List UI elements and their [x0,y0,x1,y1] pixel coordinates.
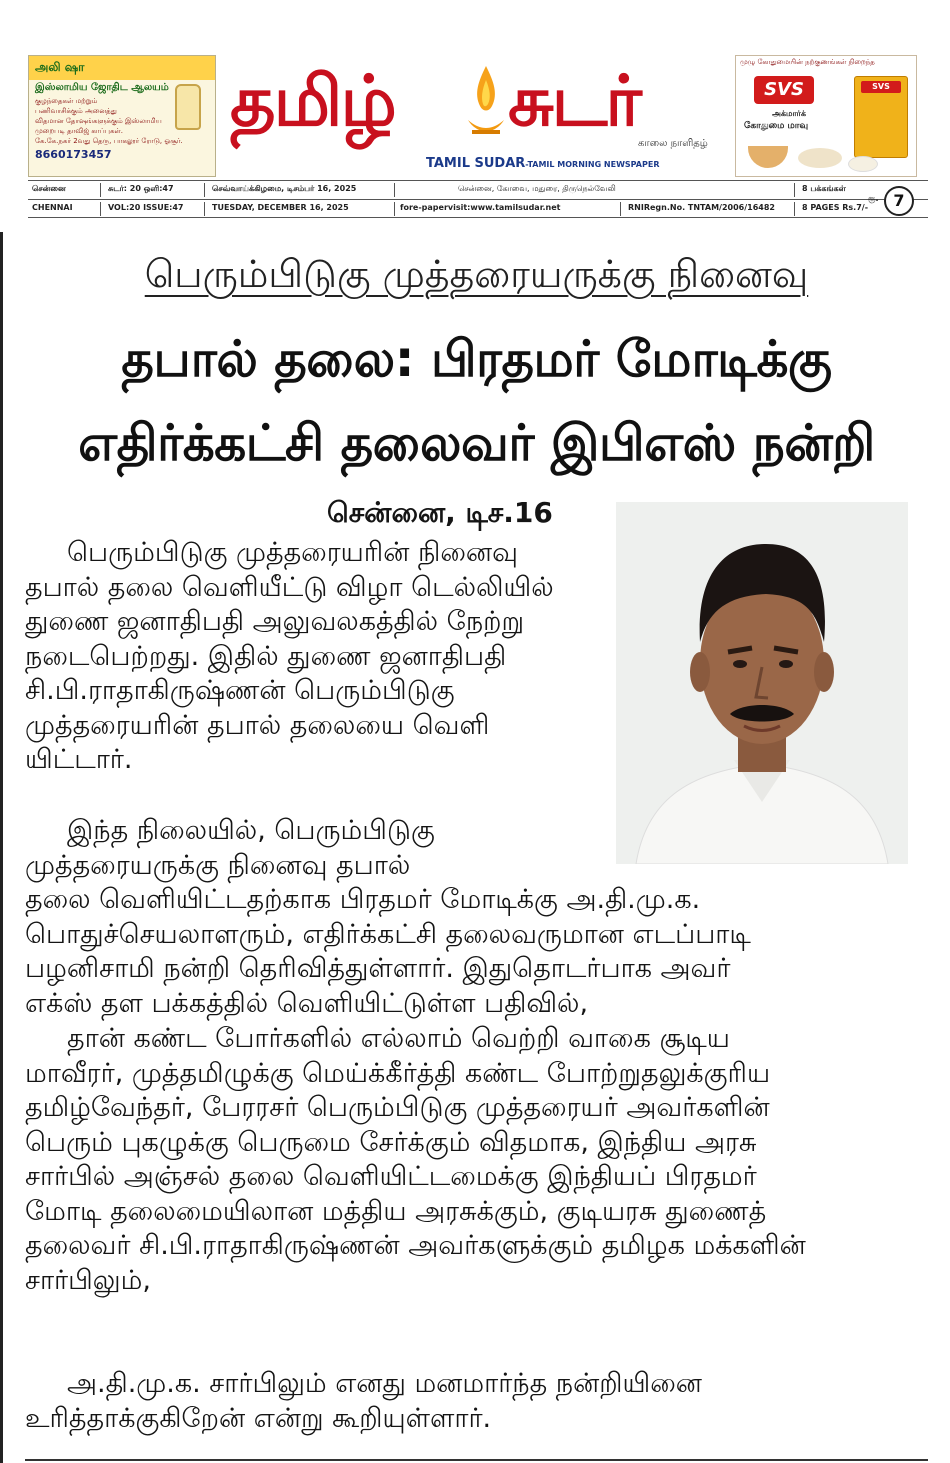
logo-word-sudar: சுடர் [508,60,640,142]
flour-pack-image [854,76,908,158]
logo-word-tamil: தமிழ் [230,60,395,142]
paragraph-line: சார்பிலும், [25,1264,151,1296]
paragraph-line: முத்தரையரின் தபால் தலையை வெளி [25,709,490,741]
bottom-rule [25,1459,928,1461]
ad-svs-product [744,108,834,132]
paragraph-2-wide [25,883,925,1021]
paragraph-line: மாவீரர், முத்தமிழுக்கு மெய்க்கீர்த்தி கண்ட போற்றுதலுக்குரிய [25,1057,771,1089]
paragraph-line: அ.தி.மு.க. சார்பிலும் எனது மனமார்ந்த நன்றியினை [67,1368,702,1399]
divider [394,202,395,216]
paragraph-line: தலை வெளியிட்டதற்காக பிரதமர் மோடிக்கு அ.தி.மு.க. [25,884,701,915]
divider [794,202,795,216]
paragraph-line: யிட்டார். [25,744,133,775]
ad-astrology-subtitle: இஸ்லாமிய ஜோதிட ஆலயம் [35,82,169,93]
ad-svs-topline: முழு கோதுமையின் நற்குணங்கள் நிறைந்த [740,58,875,66]
ad-svs-flour[interactable] [735,55,917,177]
paragraph-line: துணை ஜனாதிபதி அலுவலகத்தில் நேற்று [25,606,525,637]
portrait-image [616,502,908,864]
chapati-image [798,148,842,168]
edition-city-ta: சென்னை [32,184,66,193]
edition-city-en: CHENNAI [32,203,73,212]
divider [100,183,101,197]
edition-website[interactable]: fore-papervisit:www.tamilsudar.net [400,203,561,212]
edition-pages-en: 8 PAGES Rs.7/- [802,203,869,212]
paragraph-2-narrow [25,814,605,883]
edition-volume-en: VOL:20 ISSUE:47 [108,203,184,212]
ad-astrology-title: அலி ஷா [29,56,215,80]
ad-svs-product-line: அக்மார்க் [772,109,806,118]
portrait-photo [616,502,908,864]
price-prefix: ரூ. [868,194,879,203]
paragraph-1 [25,536,605,778]
paragraph-line: தலைவர் சி.பி.ராதாகிருஷ்ணன் அவர்களுக்கும் தமிழக மக்களின் [25,1230,806,1261]
paragraph-line: பெரும் புகழுக்கு பெருமை சேர்க்கும் விதமாக, இந்திய அரசு [25,1126,757,1158]
ad-astrology-line: பணிவாசிக்கும் அனைத்து [35,107,117,115]
ad-astrology-phone: 8660173457 [35,148,112,161]
divider [204,183,205,197]
edition-date-en: TUESDAY, DECEMBER 16, 2025 [212,203,349,212]
lantern-icon [175,84,201,130]
paragraph-line: நடைபெற்றது. இதில் துணை ஜனாதிபதி [25,640,507,672]
paragraph-line: மோடி தலைமையிலான மத்திய அரசுக்கும், குடியரசு துணைத் [25,1195,767,1227]
flour-heap-image [848,156,878,172]
ad-astrology[interactable] [28,55,216,177]
masthead [0,0,950,232]
paragraph-line: எக்ஸ் தள பக்கத்தில் வெளியிட்டுள்ள பதிவில், [25,987,589,1019]
newspaper-logo [230,56,730,176]
edition-volume-ta: சுடர்: 20 ஒளி:47 [108,184,174,193]
dateline: சென்னை, டிச.16 [327,496,553,529]
ad-astrology-line: விதமான தோஷங்களுக்கும் இஸ்லாமிய [35,117,162,125]
logo-english [426,156,659,171]
price-badge [868,186,914,214]
article-kicker: பெரும்பிடுகு முத்தரையருக்கு நினைவு [144,252,809,296]
pack-logo: SVS [861,81,901,93]
divider [620,202,621,216]
paragraph-line: சார்பில் அஞ்சல் தலை வெளியிட்டமைக்கு இந்தியப் பிரதமர் [25,1161,757,1192]
ad-svs-product-line: கோதுமை மாவு [744,121,809,131]
edition-rni: RNIRegn.No. TNTAM/2006/16482 [628,203,775,212]
paragraph-4 [25,1367,925,1436]
ad-astrology-line: கே.கே.நகர் 2வது தெரு, பாகலூர் ரோடு, ஓசூர். [35,137,183,145]
divider [204,202,205,216]
price-value: 7 [884,186,914,216]
divider [794,183,795,197]
edition-cities-ta: சென்னை, கோவை, மதுரை, திருநெல்வேலி [458,184,616,193]
paragraph-line: தான் கண்ட போர்களில் எல்லாம் வெற்றி வாகை சூடிய [67,1023,730,1054]
paragraph-3 [25,1022,925,1298]
lamp-flame-icon [468,64,504,142]
bowl-image [748,146,788,168]
edition-date-ta: செவ்வாய்க்கிழமை, டிசம்பர் 16, 2025 [212,184,357,193]
divider [100,202,101,216]
edition-pages-ta: 8 பக்கங்கள் [802,184,846,193]
edition-info-bar [28,180,928,218]
logo-english-sub: -TAMIL MORNING NEWSPAPER [525,160,660,169]
paragraph-line: தமிழ்வேந்தர், பேரரசர் பெரும்பிடுகு முத்தரையர் அவர்களின் [25,1092,770,1123]
edition-row-tamil [28,180,928,198]
article [0,232,950,1463]
paragraph-line: உரித்தாக்குகிறேன் என்று கூறியுள்ளார். [25,1402,492,1434]
ad-astrology-line: குழந்தைகள் மற்றும் [35,97,98,105]
svs-logo: SVS [754,76,814,104]
paragraph-line: தபால் தலை வெளியீட்டு விழா டெல்லியில் [25,571,554,603]
headline-line: எதிர்க்கட்சி தலைவர் இபிஎஸ் நன்றி [78,414,875,472]
divider [394,183,395,197]
paragraph-line: முத்தரையருக்கு நினைவு தபால் [25,849,411,881]
paragraph-line: பழனிசாமி நன்றி தெரிவித்துள்ளார். இதுதொடர்பாக அவர் [25,953,731,984]
paragraph-line: பெரும்பிடுகு முத்தரையரின் நினைவு [67,537,518,568]
headline-line: தபால் தலை: பிரதமர் மோடிக்கு [121,330,832,388]
paragraph-line: சி.பி.ராதாகிருஷ்ணன் பெரும்பிடுகு [25,675,455,706]
paragraph-line: இந்த நிலையில், பெரும்பிடுகு [67,815,435,846]
edition-row-english [28,199,928,218]
paragraph-line: பொதுச்செயலாளரும், எதிர்க்கட்சி தலைவருமான எடப்பாடி [25,918,751,950]
logo-english-name: TAMIL SUDAR [426,156,526,171]
logo-tagline: காலை நாளிதழ் [638,138,708,149]
ad-astrology-line: முறைபடி தாவிஜ் காப்புகள். [35,127,123,135]
